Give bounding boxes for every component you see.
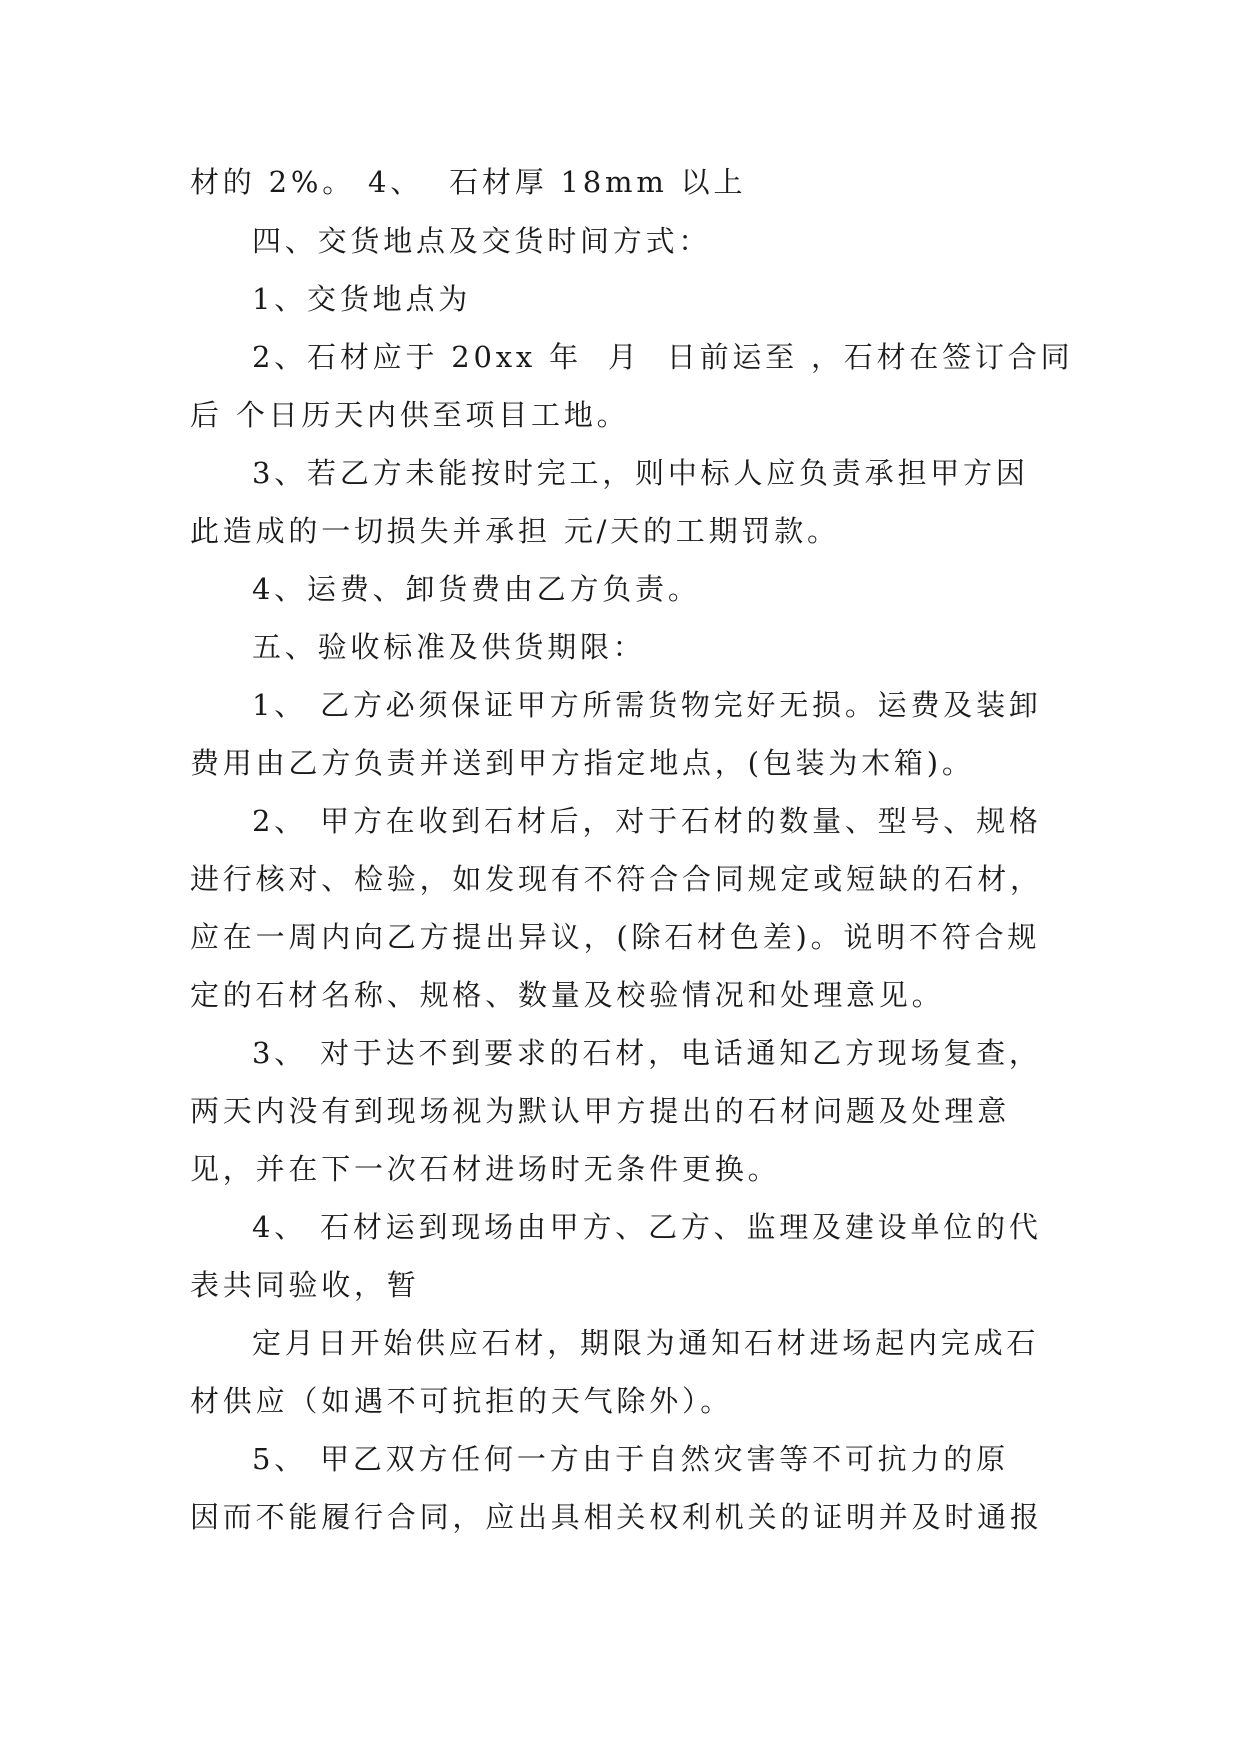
text-line: 此造成的一切损失并承担 元/天的工期罚款。 — [190, 514, 840, 548]
text-line: 材供应（如遇不可抗拒的天气除外）。 — [190, 1384, 734, 1418]
text-line: 定月日开始供应石材，期限为通知石材进场起内完成石 — [252, 1326, 1040, 1360]
section-heading: 四、交货地点及交货时间方式： — [252, 224, 712, 258]
text-line: 4、 石材运到现场由甲方、乙方、监理及建设单位的代 — [252, 1210, 1042, 1244]
text-line: 材的 2%。 4、 石材厚 18mm 以上 — [190, 165, 747, 199]
text-line: 3、若乙方未能按时完工，则中标人应负责承担甲方因 — [252, 456, 1029, 490]
text-line: 4、运费、卸货费由乙方负责。 — [252, 572, 701, 606]
text-line: 1、交货地点为 — [252, 282, 472, 316]
text-line: 1、 乙方必须保证甲方所需货物完好无损。运费及装卸 — [252, 688, 1042, 722]
text-line: 定的石材名称、规格、数量及校验情况和处理意见。 — [190, 978, 945, 1012]
text-line: 见，并在下一次石材进场时无条件更换。 — [190, 1152, 781, 1186]
text-line: 进行核对、检验，如发现有不符合合同规定或短缺的石材， — [190, 862, 1043, 896]
text-line: 应在一周内向乙方提出异议，(除石材色差)。说明不符合规 — [190, 920, 1041, 954]
text-line: 5、 甲乙双方任何一方由于自然灾害等不可抗力的原 — [252, 1442, 1009, 1476]
text-line: 2、 甲方在收到石材后，对于石材的数量、型号、规格 — [252, 804, 1042, 838]
text-line: 2、石材应于 20xx 年 月 日前运至 ，石材在签订合同 — [252, 340, 1074, 374]
text-line: 因而不能履行合同，应出具相关权利机关的证明并及时通报 — [190, 1500, 1043, 1534]
text-line: 两天内没有到现场视为默认甲方提出的石材问题及处理意 — [190, 1094, 1011, 1128]
section-heading: 五、验收标准及供货期限： — [252, 630, 646, 664]
text-line: 后 个日历天内供至项目工地。 — [190, 398, 630, 432]
text-line: 表共同验收，暂 — [190, 1268, 420, 1302]
text-line: 3、 对于达不到要求的石材，电话通知乙方现场复查， — [252, 1036, 1042, 1070]
text-line: 费用由乙方负责并送到甲方指定地点，(包装为木箱)。 — [190, 746, 975, 780]
